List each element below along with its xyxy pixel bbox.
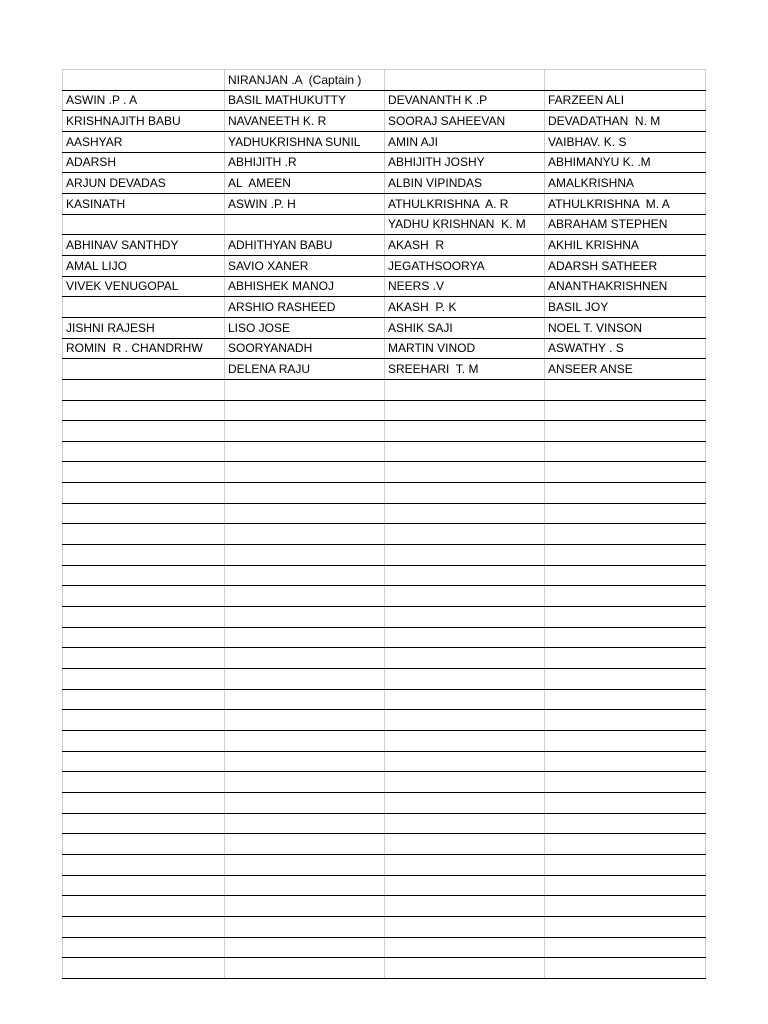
table-cell[interactable] bbox=[545, 813, 706, 834]
table-cell[interactable] bbox=[385, 792, 545, 813]
table-cell[interactable] bbox=[545, 710, 706, 731]
table-row bbox=[63, 627, 706, 648]
table-row bbox=[63, 173, 706, 194]
table-cell[interactable] bbox=[63, 813, 225, 834]
table-cell[interactable] bbox=[63, 834, 225, 855]
table-row bbox=[63, 359, 706, 380]
table-cell[interactable]: ABHIJITH JOSHY bbox=[385, 152, 545, 173]
table-cell[interactable] bbox=[385, 70, 545, 91]
table-cell[interactable]: DEVADATHAN N. M bbox=[545, 111, 706, 132]
table-cell[interactable] bbox=[385, 379, 545, 400]
table-cell[interactable] bbox=[545, 875, 706, 896]
table-cell[interactable]: ARSHIO RASHEED bbox=[225, 297, 385, 318]
table-row bbox=[63, 792, 706, 813]
table-cell[interactable] bbox=[385, 854, 545, 875]
table-cell[interactable] bbox=[63, 875, 225, 896]
table-cell[interactable] bbox=[225, 586, 385, 607]
table-cell[interactable] bbox=[385, 586, 545, 607]
table-cell[interactable]: NOEL T. VINSON bbox=[545, 317, 706, 338]
table-cell[interactable] bbox=[63, 669, 225, 690]
table-row bbox=[63, 193, 706, 214]
table-cell[interactable] bbox=[225, 441, 385, 462]
table-row bbox=[63, 400, 706, 421]
table-cell[interactable] bbox=[63, 503, 225, 524]
table-cell[interactable] bbox=[63, 70, 225, 91]
table-cell[interactable] bbox=[385, 958, 545, 979]
table-cell[interactable] bbox=[385, 751, 545, 772]
table-cell[interactable] bbox=[63, 916, 225, 937]
table-cell[interactable] bbox=[545, 792, 706, 813]
table-cell[interactable]: SAVIO XANER bbox=[225, 255, 385, 276]
table-cell[interactable] bbox=[385, 565, 545, 586]
table-row bbox=[63, 483, 706, 504]
table-cell[interactable] bbox=[225, 813, 385, 834]
table-cell[interactable] bbox=[225, 834, 385, 855]
table-cell[interactable] bbox=[225, 875, 385, 896]
table-cell[interactable]: ASWATHY . S bbox=[545, 338, 706, 359]
table-row bbox=[63, 214, 706, 235]
table-cell[interactable] bbox=[63, 648, 225, 669]
table-cell[interactable] bbox=[225, 400, 385, 421]
table-cell[interactable] bbox=[545, 421, 706, 442]
table-cell[interactable] bbox=[385, 483, 545, 504]
table-cell[interactable]: ABHIJITH .R bbox=[225, 152, 385, 173]
table-row bbox=[63, 854, 706, 875]
table-cell[interactable]: YADHUKRISHNA SUNIL bbox=[225, 131, 385, 152]
table-row bbox=[63, 751, 706, 772]
table-cell[interactable] bbox=[545, 503, 706, 524]
table-cell[interactable] bbox=[545, 400, 706, 421]
name-list-table bbox=[62, 69, 706, 979]
table-cell[interactable] bbox=[63, 359, 225, 380]
table-cell[interactable] bbox=[63, 483, 225, 504]
table-cell[interactable]: ASHIK SAJI bbox=[385, 317, 545, 338]
table-cell[interactable]: ADHITHYAN BABU bbox=[225, 235, 385, 256]
table-cell[interactable] bbox=[545, 441, 706, 462]
table-cell[interactable] bbox=[545, 483, 706, 504]
table-cell[interactable]: YADHU KRISHNAN K. M bbox=[385, 214, 545, 235]
table-cell[interactable] bbox=[63, 379, 225, 400]
table-cell[interactable] bbox=[63, 772, 225, 793]
table-cell[interactable] bbox=[63, 607, 225, 628]
table-cell[interactable]: AMALKRISHNA bbox=[545, 173, 706, 194]
table-cell[interactable]: LISO JOSE bbox=[225, 317, 385, 338]
table-row bbox=[63, 297, 706, 318]
table-cell[interactable]: ABRAHAM STEPHEN bbox=[545, 214, 706, 235]
table-cell[interactable] bbox=[63, 627, 225, 648]
table-cell[interactable]: ABHISHEK MANOJ bbox=[225, 276, 385, 297]
table-cell[interactable]: VAIBHAV. K. S bbox=[545, 131, 706, 152]
table-row bbox=[63, 648, 706, 669]
table-cell[interactable]: SREEHARI T. M bbox=[385, 359, 545, 380]
table-cell[interactable] bbox=[225, 565, 385, 586]
table-row bbox=[63, 255, 706, 276]
table-row bbox=[63, 441, 706, 462]
table-cell[interactable] bbox=[385, 937, 545, 958]
table-cell[interactable] bbox=[385, 710, 545, 731]
table-row bbox=[63, 565, 706, 586]
table-row bbox=[63, 669, 706, 690]
table-cell[interactable] bbox=[545, 854, 706, 875]
table-cell[interactable] bbox=[385, 916, 545, 937]
table-cell[interactable] bbox=[385, 441, 545, 462]
table-cell[interactable]: ASWIN .P . A bbox=[63, 90, 225, 111]
table-cell[interactable]: NAVANEETH K. R bbox=[225, 111, 385, 132]
table-cell[interactable] bbox=[385, 772, 545, 793]
table-cell[interactable] bbox=[63, 214, 225, 235]
table-cell[interactable] bbox=[225, 607, 385, 628]
table-cell[interactable] bbox=[385, 689, 545, 710]
table-row bbox=[63, 937, 706, 958]
table-cell[interactable]: AKASH R bbox=[385, 235, 545, 256]
table-row bbox=[63, 131, 706, 152]
table-cell[interactable] bbox=[225, 669, 385, 690]
table-cell[interactable]: ABHIMANYU K. .M bbox=[545, 152, 706, 173]
table-row bbox=[63, 586, 706, 607]
table-cell[interactable]: SOORYANADH bbox=[225, 338, 385, 359]
table-row bbox=[63, 689, 706, 710]
table-cell[interactable] bbox=[225, 421, 385, 442]
table-row bbox=[63, 875, 706, 896]
table-cell[interactable] bbox=[385, 545, 545, 566]
table-row bbox=[63, 503, 706, 524]
table-cell[interactable] bbox=[545, 648, 706, 669]
table-cell[interactable] bbox=[225, 483, 385, 504]
table-cell[interactable] bbox=[63, 896, 225, 917]
table-cell[interactable]: ANSEER ANSE bbox=[545, 359, 706, 380]
table-cell[interactable] bbox=[385, 421, 545, 442]
table-cell[interactable] bbox=[545, 607, 706, 628]
table-cell[interactable] bbox=[63, 958, 225, 979]
table-row bbox=[63, 70, 706, 91]
table-body bbox=[63, 70, 706, 979]
table-cell[interactable] bbox=[225, 854, 385, 875]
table-cell[interactable] bbox=[385, 669, 545, 690]
table-cell[interactable]: ASWIN .P. H bbox=[225, 193, 385, 214]
table-row bbox=[63, 338, 706, 359]
table-cell[interactable]: JEGATHSOORYA bbox=[385, 255, 545, 276]
table-row bbox=[63, 813, 706, 834]
table-row bbox=[63, 235, 706, 256]
table-cell[interactable] bbox=[545, 958, 706, 979]
table-cell[interactable] bbox=[545, 669, 706, 690]
table-cell[interactable] bbox=[385, 627, 545, 648]
table-cell[interactable] bbox=[63, 751, 225, 772]
table-cell[interactable] bbox=[385, 503, 545, 524]
table-cell[interactable] bbox=[545, 524, 706, 545]
table-cell[interactable] bbox=[225, 937, 385, 958]
table-row bbox=[63, 607, 706, 628]
table-cell[interactable] bbox=[385, 896, 545, 917]
table-cell[interactable] bbox=[63, 524, 225, 545]
table-cell[interactable] bbox=[385, 524, 545, 545]
table-cell[interactable] bbox=[545, 689, 706, 710]
table-cell[interactable] bbox=[225, 627, 385, 648]
table-cell[interactable]: AKASH P. K bbox=[385, 297, 545, 318]
table-cell[interactable]: BASIL JOY bbox=[545, 297, 706, 318]
table-row bbox=[63, 772, 706, 793]
table-cell[interactable] bbox=[385, 731, 545, 752]
table-cell[interactable] bbox=[63, 545, 225, 566]
table-cell[interactable] bbox=[545, 834, 706, 855]
table-cell[interactable] bbox=[225, 689, 385, 710]
table-cell[interactable]: AASHYAR bbox=[63, 131, 225, 152]
table-cell[interactable] bbox=[63, 586, 225, 607]
table-cell[interactable] bbox=[545, 916, 706, 937]
table-row bbox=[63, 834, 706, 855]
table-cell[interactable] bbox=[63, 565, 225, 586]
table-cell[interactable] bbox=[545, 627, 706, 648]
table-row bbox=[63, 545, 706, 566]
table-cell[interactable]: DELENA RAJU bbox=[225, 359, 385, 380]
table-cell[interactable] bbox=[545, 586, 706, 607]
table-cell[interactable] bbox=[63, 421, 225, 442]
table-cell[interactable] bbox=[225, 772, 385, 793]
table-cell[interactable] bbox=[225, 958, 385, 979]
table-cell[interactable] bbox=[385, 834, 545, 855]
table-cell[interactable] bbox=[225, 214, 385, 235]
table-cell[interactable]: ADARSH SATHEER bbox=[545, 255, 706, 276]
table-cell[interactable] bbox=[545, 565, 706, 586]
table-cell[interactable] bbox=[385, 462, 545, 483]
table-cell[interactable]: ADARSH bbox=[63, 152, 225, 173]
table-cell[interactable] bbox=[545, 751, 706, 772]
table-cell[interactable]: MARTIN VINOD bbox=[385, 338, 545, 359]
table-cell[interactable]: ROMIN R . CHANDRHW bbox=[63, 338, 225, 359]
table-row bbox=[63, 276, 706, 297]
table-cell[interactable] bbox=[63, 731, 225, 752]
table-cell[interactable] bbox=[385, 813, 545, 834]
table-cell[interactable] bbox=[225, 524, 385, 545]
table-cell[interactable]: NIRANJAN .A (Captain ) bbox=[225, 70, 385, 91]
table-cell[interactable]: KRISHNAJITH BABU bbox=[63, 111, 225, 132]
table-cell[interactable] bbox=[545, 379, 706, 400]
table-row bbox=[63, 896, 706, 917]
table-cell[interactable] bbox=[63, 441, 225, 462]
table-cell[interactable] bbox=[225, 379, 385, 400]
table-cell[interactable]: JISHNI RAJESH bbox=[63, 317, 225, 338]
table-cell[interactable]: VIVEK VENUGOPAL bbox=[63, 276, 225, 297]
table-cell[interactable]: AKHIL KRISHNA bbox=[545, 235, 706, 256]
table-row bbox=[63, 524, 706, 545]
table-cell[interactable]: BASIL MATHUKUTTY bbox=[225, 90, 385, 111]
table-cell[interactable] bbox=[63, 710, 225, 731]
table-cell[interactable] bbox=[545, 545, 706, 566]
table-cell[interactable] bbox=[225, 462, 385, 483]
table-cell[interactable] bbox=[225, 648, 385, 669]
table-cell[interactable] bbox=[63, 792, 225, 813]
table-cell[interactable] bbox=[545, 772, 706, 793]
table-cell[interactable]: ATHULKRISHNA A. R bbox=[385, 193, 545, 214]
table-cell[interactable] bbox=[225, 545, 385, 566]
table-cell[interactable]: ARJUN DEVADAS bbox=[63, 173, 225, 194]
table-cell[interactable] bbox=[545, 896, 706, 917]
table-cell[interactable]: ATHULKRISHNA M. A bbox=[545, 193, 706, 214]
table-cell[interactable]: ANANTHAKRISHNEN bbox=[545, 276, 706, 297]
table-cell[interactable] bbox=[225, 710, 385, 731]
table-cell[interactable] bbox=[63, 937, 225, 958]
table-cell[interactable] bbox=[225, 731, 385, 752]
table-cell[interactable]: KASINATH bbox=[63, 193, 225, 214]
table-cell[interactable] bbox=[545, 731, 706, 752]
table-row bbox=[63, 916, 706, 937]
table-row bbox=[63, 317, 706, 338]
table-row bbox=[63, 731, 706, 752]
table-cell[interactable] bbox=[63, 689, 225, 710]
table-cell[interactable] bbox=[63, 462, 225, 483]
table-cell[interactable] bbox=[385, 400, 545, 421]
table-row bbox=[63, 152, 706, 173]
table-cell[interactable] bbox=[225, 751, 385, 772]
table-cell[interactable] bbox=[545, 462, 706, 483]
table-cell[interactable]: ALBIN VIPINDAS bbox=[385, 173, 545, 194]
table-row bbox=[63, 111, 706, 132]
table-row bbox=[63, 462, 706, 483]
table-cell[interactable]: SOORAJ SAHEEVAN bbox=[385, 111, 545, 132]
table-cell[interactable] bbox=[385, 607, 545, 628]
table-row bbox=[63, 958, 706, 979]
table-cell[interactable] bbox=[385, 875, 545, 896]
table-cell[interactable] bbox=[63, 854, 225, 875]
table-row bbox=[63, 90, 706, 111]
table-cell[interactable]: AL AMEEN bbox=[225, 173, 385, 194]
table-cell[interactable] bbox=[225, 896, 385, 917]
table-cell[interactable]: AMAL LIJO bbox=[63, 255, 225, 276]
table-cell[interactable] bbox=[63, 400, 225, 421]
table-cell[interactable]: DEVANANTH K .P bbox=[385, 90, 545, 111]
table-row bbox=[63, 379, 706, 400]
table-cell[interactable] bbox=[545, 70, 706, 91]
table-cell[interactable] bbox=[63, 297, 225, 318]
table-cell[interactable]: NEERS .V bbox=[385, 276, 545, 297]
table-cell[interactable] bbox=[225, 792, 385, 813]
table-cell[interactable] bbox=[545, 937, 706, 958]
table-cell[interactable] bbox=[225, 503, 385, 524]
table-cell[interactable] bbox=[385, 648, 545, 669]
table-row bbox=[63, 710, 706, 731]
table-cell[interactable]: ABHINAV SANTHDY bbox=[63, 235, 225, 256]
table-cell[interactable] bbox=[225, 916, 385, 937]
table-row bbox=[63, 421, 706, 442]
table-cell[interactable]: AMIN AJI bbox=[385, 131, 545, 152]
table-cell[interactable]: FARZEEN ALI bbox=[545, 90, 706, 111]
